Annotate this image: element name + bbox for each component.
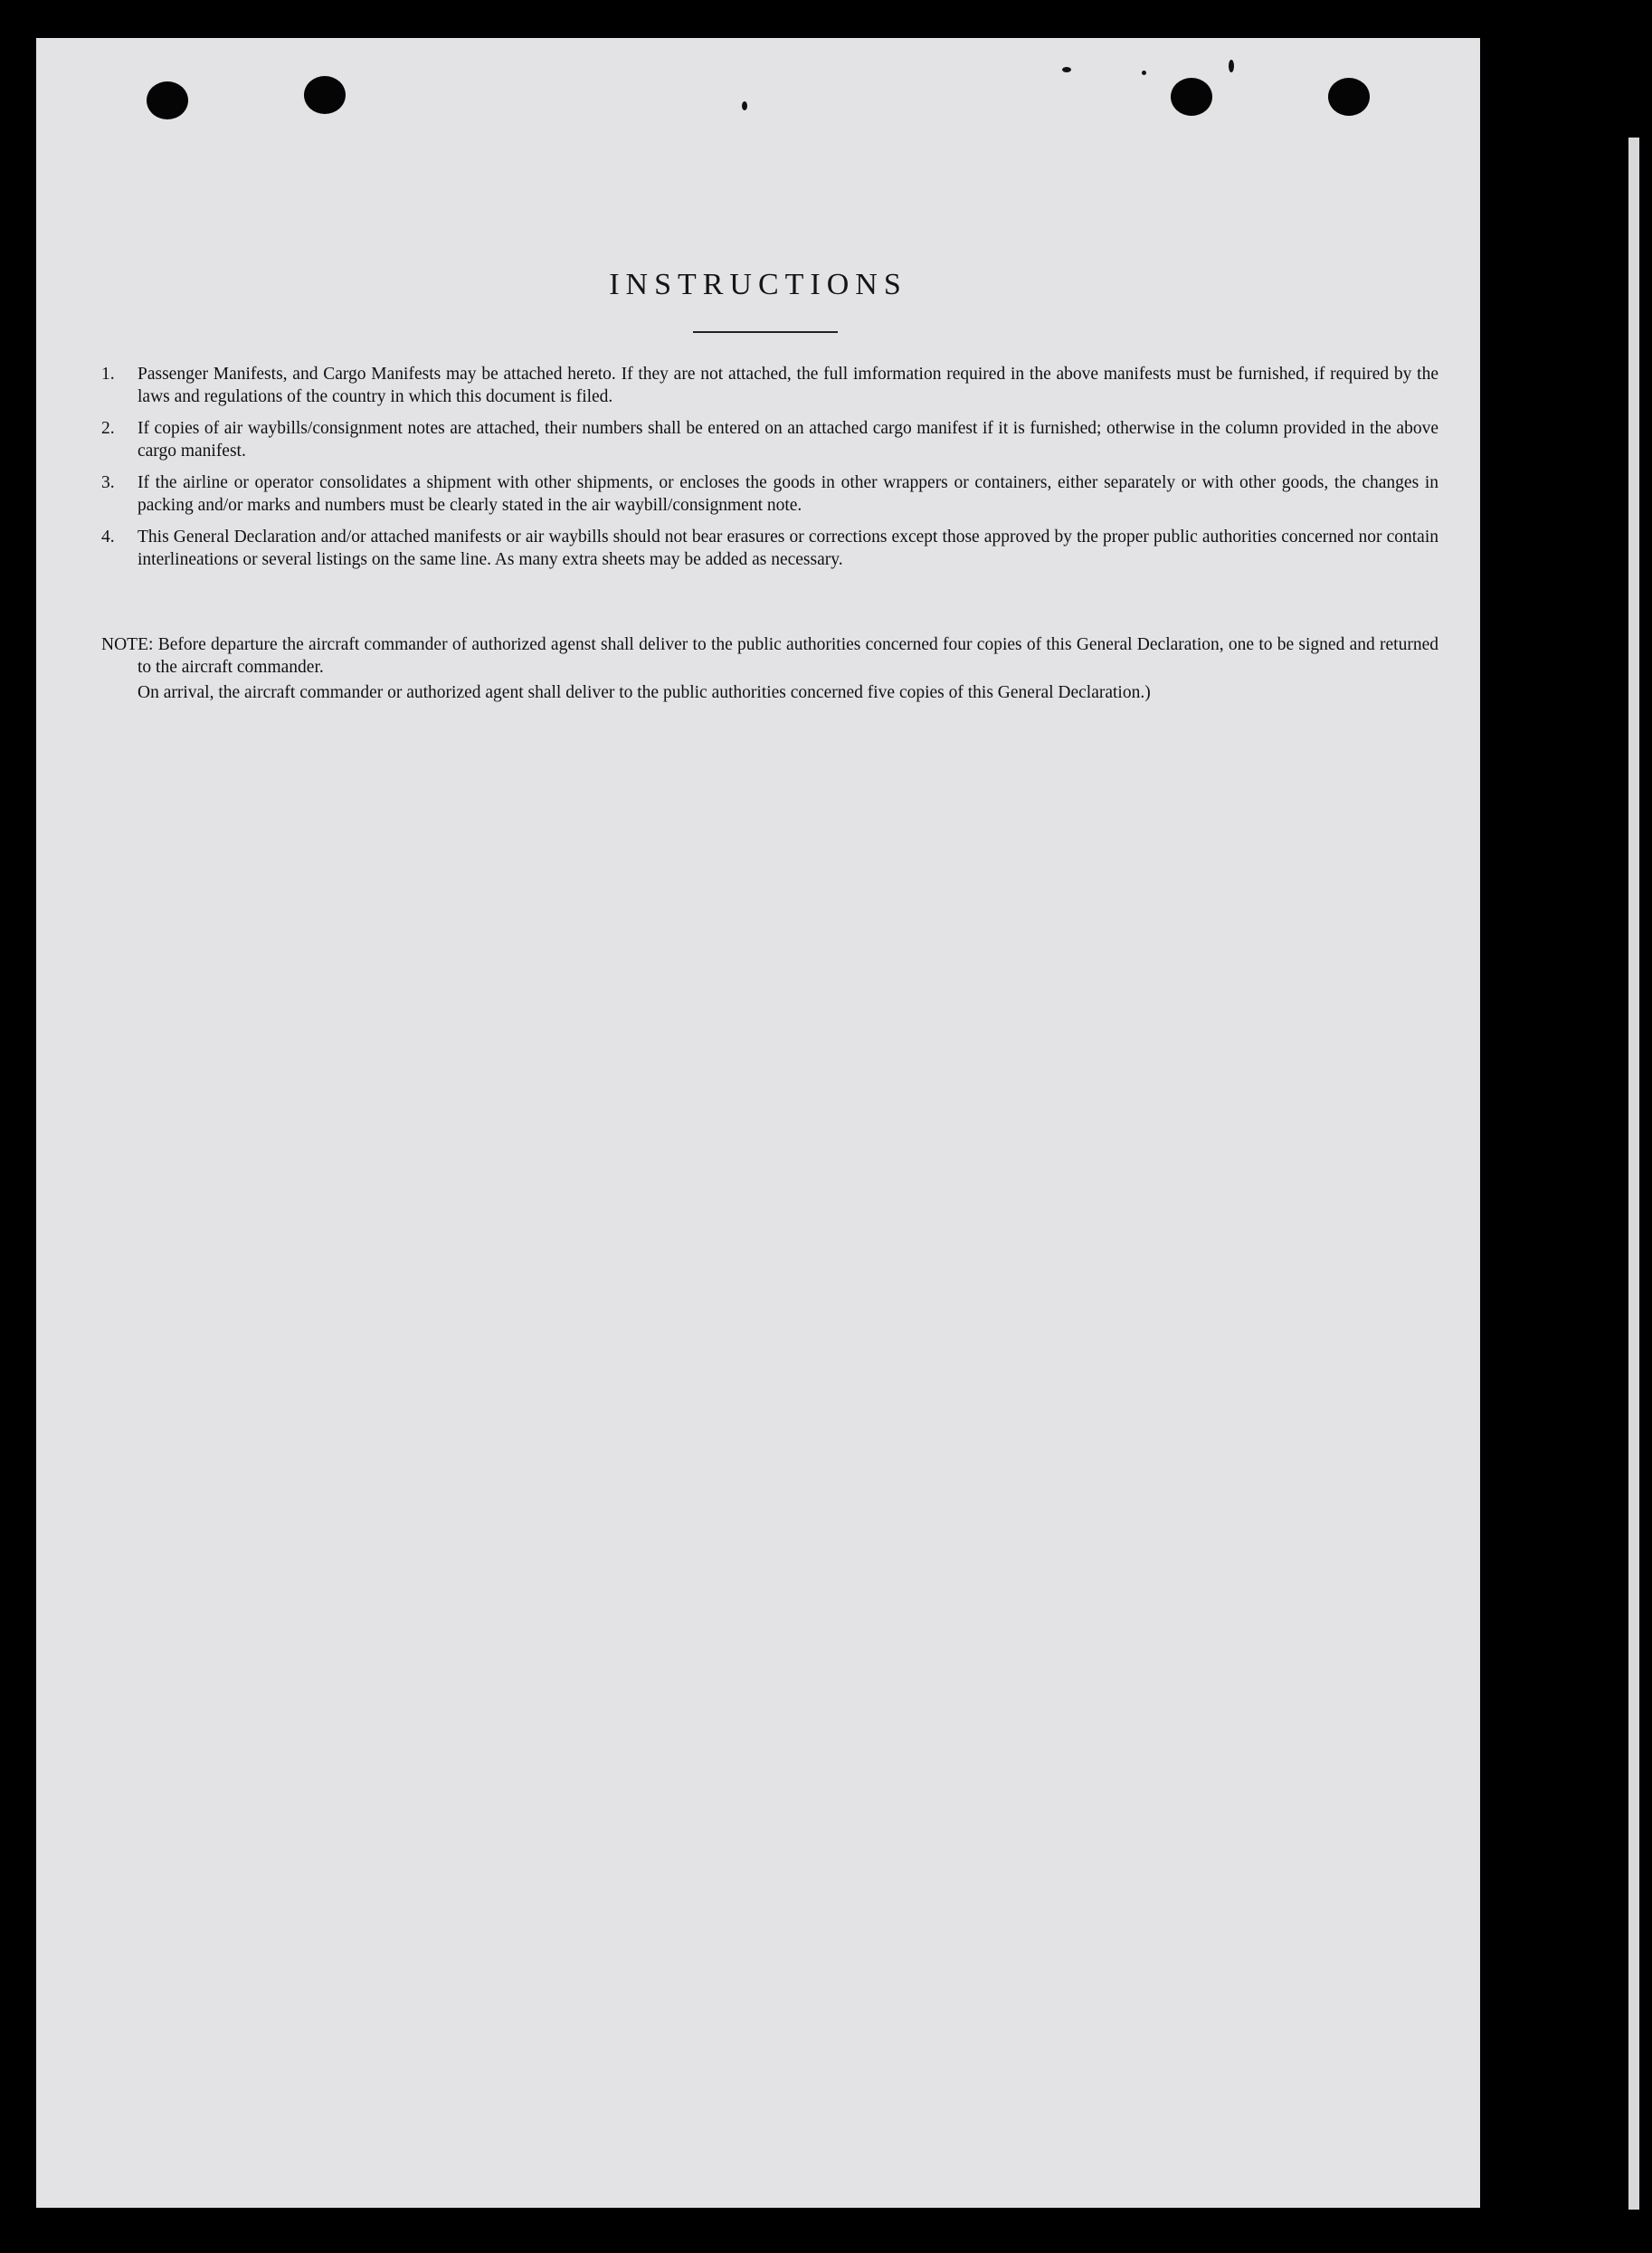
instruction-item — [101, 363, 1438, 408]
instruction-text: If copies of air waybills/consignment notes are attached, their numbers shall be entered on an attached cargo manifest if it is furnished; otherwise in the column provided in the above cargo manifest. — [138, 419, 1438, 461]
instruction-text: Passenger Manifests, and Cargo Manifests may be attached hereto. If they are not attached, the full imformation required in the above manifests must be furnished, if required by the laws and regulations of the country in which this document is filed. — [138, 365, 1438, 406]
punch-hole-4 — [1328, 78, 1370, 116]
speck — [1229, 60, 1234, 72]
punch-hole-2 — [304, 76, 346, 114]
instruction-number: 1. — [101, 365, 115, 384]
note-paragraph — [101, 633, 1438, 679]
speck — [1062, 67, 1071, 72]
instruction-number: 3. — [101, 473, 115, 492]
instruction-item — [101, 471, 1438, 517]
title-underline — [693, 331, 838, 333]
speck — [1142, 71, 1146, 75]
document-page — [36, 38, 1480, 2208]
instruction-number: 4. — [101, 528, 115, 547]
page-title: INSTRUCTIONS — [609, 268, 907, 301]
instruction-number: 2. — [101, 419, 115, 438]
speck — [742, 101, 747, 110]
adjacent-page-edge — [1628, 138, 1639, 2210]
note-text: Before departure the aircraft commander of authorized agenst shall deliver to the public authorities concerned four copies of this General Declaration, one to be signed and returned to the aircraft commander. — [138, 635, 1439, 677]
note-label: NOTE: — [101, 635, 154, 654]
punch-hole-3 — [1171, 78, 1212, 116]
instruction-text: If the airline or operator consolidates a shipment with other shipments, or encloses the goods in other wrappers or containers, either separately or with other goods, the changes in packing and/or marks and numbers must be clearly stated in the air waybill/consignment note. — [138, 473, 1438, 515]
instructions-list — [101, 363, 1438, 580]
note-arrival-paragraph: On arrival, the aircraft commander or authorized agent shall deliver to the public authorities concerned five copies of this General Declaration.) — [138, 683, 1151, 702]
instruction-text: This General Declaration and/or attached manifests or air waybills should not bear erasures or corrections except those approved by the proper public authorities concerned nor contain interlineations or several listings on the same line. As many extra sheets may be added as necessary. — [138, 528, 1438, 569]
note-section — [101, 633, 1438, 704]
punch-hole-1 — [147, 81, 188, 119]
instruction-item — [101, 417, 1438, 462]
instruction-item — [101, 526, 1438, 571]
